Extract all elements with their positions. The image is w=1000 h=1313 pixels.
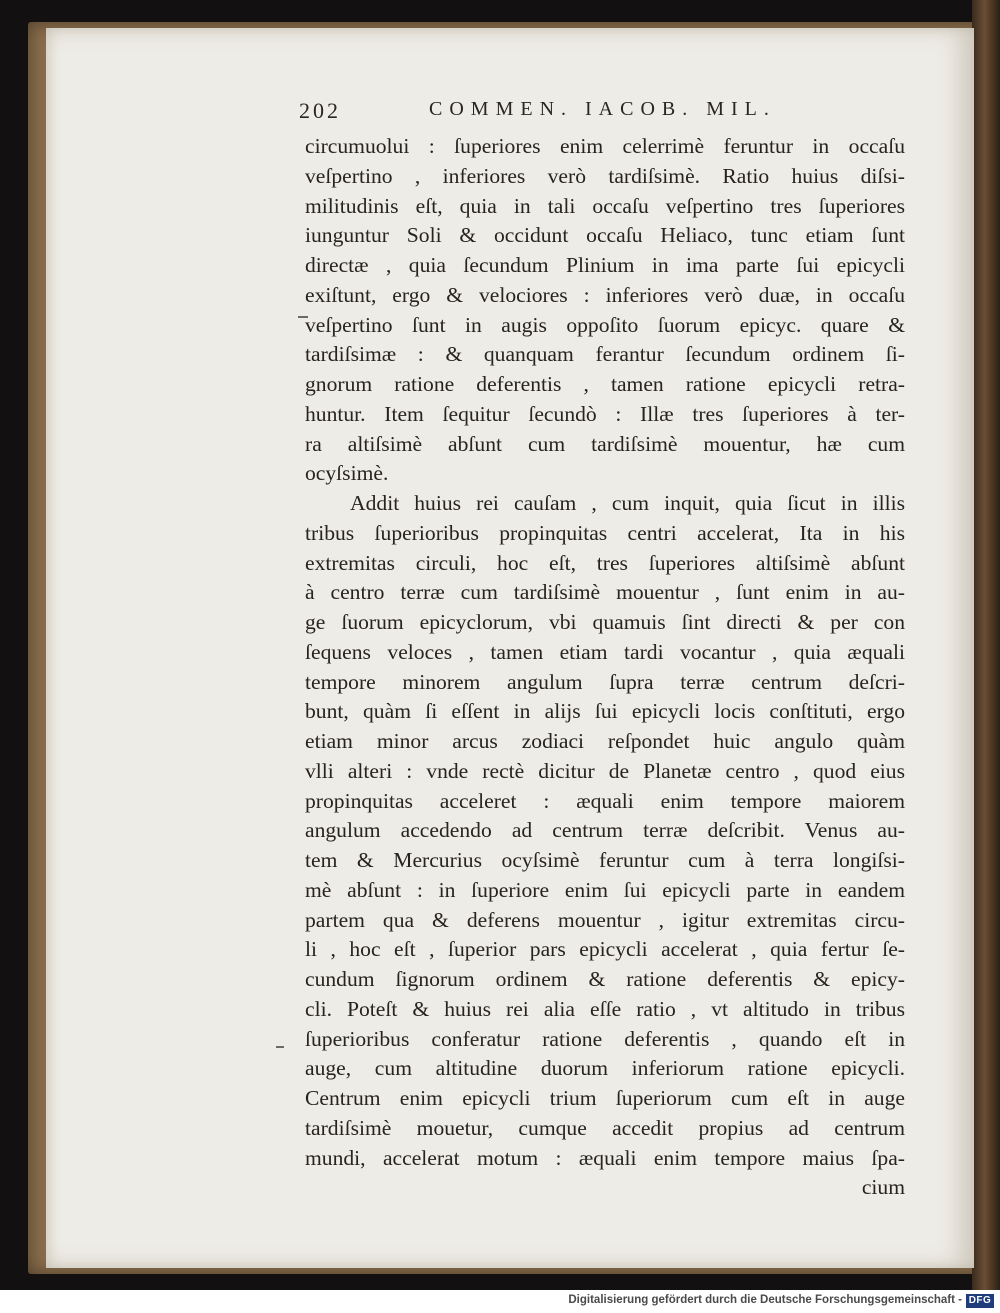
text-line: veſpertino ſunt in augis oppoſito ſuorum epicyc. quare & [305, 312, 905, 337]
text-line: li , hoc eſt , ſuperior pars epicycli accelerat , quia fertur ſe- [305, 937, 905, 962]
page-number: 202 [299, 98, 341, 123]
text-line: ſequens veloces , tamen etiam tardi vocantur , quia æquali [305, 639, 905, 664]
funding-credit: Digitalisierung gefördert durch die Deutsche Forschungsgemeinschaft - [568, 1294, 962, 1306]
text-line: gnorum ratione deferentis , tamen ratione epicycli retra- [305, 372, 905, 396]
text-line: propinquitas acceleret : æquali enim tempore maiorem [305, 788, 905, 813]
text-line: circumuolui : ſuperiores enim celerrimè feruntur in occaſu [305, 134, 905, 158]
text-line: cundum ſignorum ordinem & ratione deferentis & epicy- [305, 967, 905, 991]
text-line: Centrum enim epicycli trium ſuperiorum cum eſt in auge [305, 1086, 905, 1110]
text-line: tardiſsimæ : & quanquam ferantur ſecundum ordinem ſi- [305, 342, 905, 367]
text-line: Addit huius rei cauſam , cum inquit, quia ſicut in illis [350, 491, 905, 515]
page-header [299, 98, 909, 128]
running-head: COMMEN. IACOB. MIL. [429, 98, 776, 120]
text-line: cli. Poteſt & huius rei alia eſſe ratio , vt altitudo in tribus [305, 996, 905, 1021]
text-line: angulum accedendo ad centrum terræ deſcribit. Venus au- [305, 818, 905, 843]
text-line: à centro terræ cum tardiſsimè mouentur , ſunt enim in au- [305, 580, 905, 605]
text-line: ra altiſsimè abſunt cum tardiſsimè mouentur, hæ cum [305, 431, 905, 456]
margin-mark [276, 1046, 284, 1048]
text-line: ocyſsimè. [305, 461, 389, 486]
text-line: etiam minor arcus zodiaci reſpondet huic angulo quàm [305, 729, 905, 753]
text-line: huntur. Item ſequitur ſecundò : Illæ tres ſuperiores à ter- [305, 401, 905, 426]
text-line: militudinis eſt, quia in tali occaſu veſpertino tres ſuperiores [305, 193, 905, 218]
text-line: directæ , quia ſecundum Plinium in ima parte ſui epicycli [305, 253, 905, 277]
text-line: tribus ſuperioribus propinquitas centri accelerat, Ita in his [305, 520, 905, 545]
text-line: ge ſuorum epicyclorum, vbi quamuis ſint directi & per con [305, 610, 905, 634]
text-line: veſpertino , inferiores verò tardiſsimè. Ratio huius diſsi- [305, 163, 905, 188]
text-line: iunguntur Soli & occidunt occaſu Heliaco, tunc etiam ſunt [305, 223, 905, 248]
book-spine [972, 0, 1000, 1290]
text-line: mundi, accelerat motum : æquali enim tempore maius ſpa- [305, 1145, 905, 1170]
text-line: tardiſsimè mouetur, cumque accedit propius ad centrum [305, 1115, 905, 1140]
text-line: partem qua & deferens mouentur , igitur extremitas circu- [305, 907, 905, 932]
text-line: tempore minorem angulum ſupra terræ centrum deſcri- [305, 669, 905, 694]
text-line: tem & Mercurius ocyſsimè feruntur cum à terra longiſsi- [305, 848, 905, 872]
text-line: mè abſunt : in ſuperiore enim ſui epicycli parte in eandem [305, 877, 905, 902]
text-line: vlli alteri : vnde rectè dicitur de Planetæ centro , quod eius [305, 758, 905, 783]
text-line: exiſtunt, ergo & velociores : inferiores verò duæ, in occaſu [305, 282, 905, 307]
dfg-logo: DFG [966, 1294, 994, 1308]
footer-bar [0, 1290, 1000, 1313]
text-line: ſuperioribus conferatur ratione deferentis , quando eſt in [305, 1026, 905, 1051]
text-line: bunt, quàm ſi eſſent in alijs ſui epicycli locis conſtituti, ergo [305, 699, 905, 724]
body-text [305, 132, 905, 1203]
text-line: auge, cum altitudine duorum inferiorum ratione epicycli. [305, 1056, 905, 1081]
catchword: cium [861, 1175, 905, 1200]
text-line: extremitas circuli, hoc eſt, tres ſuperiores altiſsimè abſunt [305, 550, 905, 575]
